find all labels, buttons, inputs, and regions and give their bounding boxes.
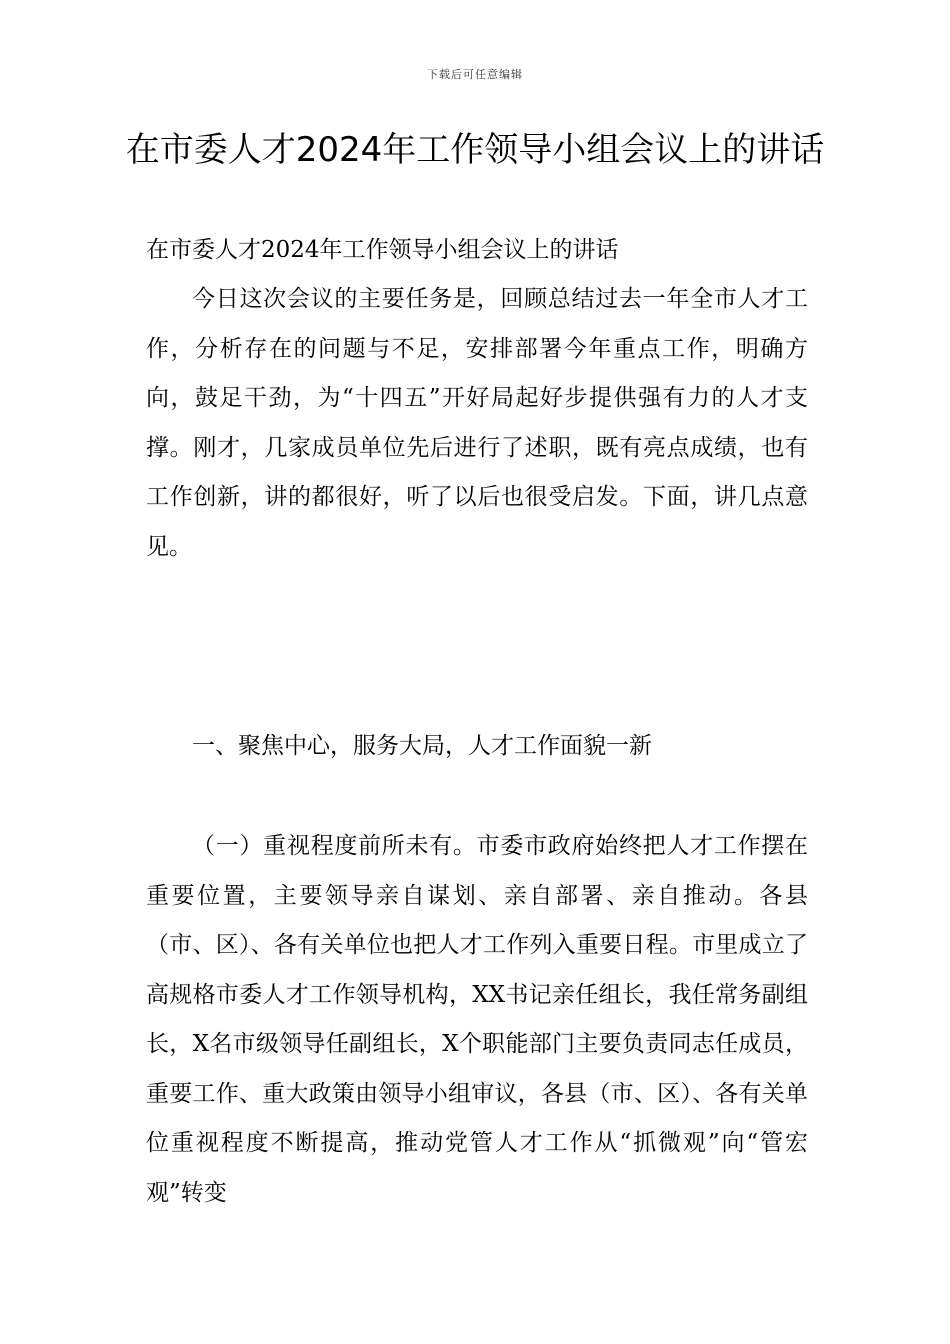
- document-subtitle: 在市委人才2024年工作领导小组会议上的讲话: [146, 237, 619, 263]
- section-heading: 一、聚焦中心，服务大局，人才工作面貌一新: [192, 733, 652, 759]
- opening-paragraph: 今日这次会议的主要任务是，回顾总结过去一年全市人才工作，分析存在的问题与不足，安排部署今年重点工作，明确方向，鼓足干劲，为“十四五”开好局起好步提供强有力的人才支撑。刚才，几家成员单位先后进行了述职，既有亮点成绩，也有工作创新，讲的都很好，听了以后也很受启发。下面，讲几点意见。: [146, 286, 808, 560]
- body-paragraph: （一）重视程度前所未有。市委市政府始终把人才工作摆在重要位置，主要领导亲自谋划、亲自部署、亲自推动。各县（市、区）、各有关单位也把人才工作列入重要日程。市里成立了高规格市委人才工作领导机构，XX书记亲任组长，我任常务副组长，X名市级领导任副组长，X个职能部门主要负责同志任成员，重要工作、重大政策由领导小组审议，各县（市、区）、各有关单位重视程度不断提高，推动党管人才工作从“抓微观”向“管宏观”转变: [146, 833, 808, 1206]
- document-title: 在市委人才2024年工作领导小组会议上的讲话: [125, 130, 825, 170]
- header-note: 下载后可任意编辑: [427, 68, 523, 81]
